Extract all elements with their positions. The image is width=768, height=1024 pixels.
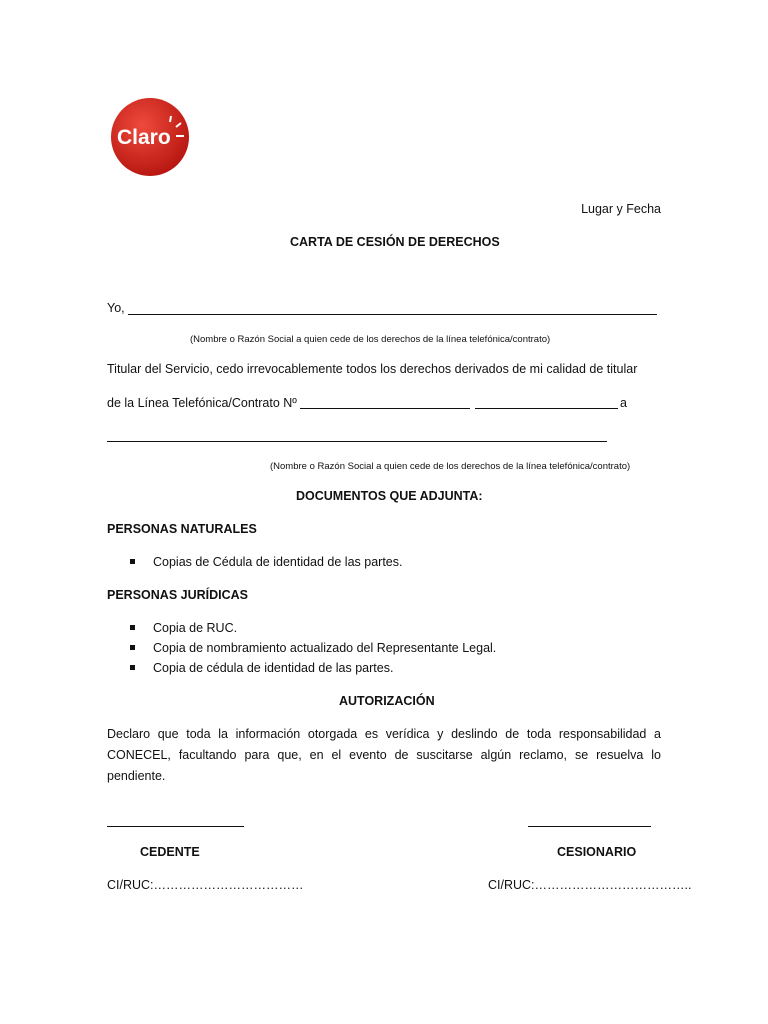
cedente-label: CEDENTE: [140, 845, 200, 859]
contract-number-line[interactable]: [300, 408, 470, 409]
legal-item: Copia de cédula de identidad de las partes.: [153, 661, 394, 675]
logo-text: Claro: [117, 126, 171, 149]
claro-logo: [110, 97, 190, 177]
legal-item: Copia de RUC.: [153, 621, 238, 635]
legal-persons-heading: PERSONAS JURÍDICAS: [107, 588, 248, 602]
bullet-icon: [130, 559, 135, 564]
place-date: Lugar y Fecha: [581, 202, 661, 216]
contract-number-line-2[interactable]: [475, 408, 618, 409]
assignee-blank-line[interactable]: [107, 441, 607, 442]
assignee-hint: (Nombre o Razón Social a quien cede de los derechos de la línea telefónica/contrato): [270, 461, 631, 472]
bullet-icon: [130, 625, 135, 630]
legal-item: Copia de nombramiento actualizado del Representante Legal.: [153, 641, 497, 655]
authorization-heading: AUTORIZACIÓN: [339, 694, 435, 708]
body-line-2-suffix: a: [620, 396, 627, 410]
body-line-2-prefix: de la Línea Telefónica/Contrato Nº: [107, 396, 297, 410]
natural-item: Copias de Cédula de identidad de las partes.: [153, 555, 403, 569]
cesionario-label: CESIONARIO: [557, 845, 637, 859]
documents-heading: DOCUMENTOS QUE ADJUNTA:: [296, 489, 483, 503]
bullet-icon: [130, 665, 135, 670]
yo-label: Yo,: [107, 301, 125, 315]
left-signature-line[interactable]: [107, 826, 244, 827]
right-signature-line[interactable]: [528, 826, 651, 827]
natural-persons-heading: PERSONAS NATURALES: [107, 522, 257, 536]
document-title: CARTA DE CESIÓN DE DERECHOS: [290, 235, 500, 249]
right-id-field[interactable]: CI/RUC:………………………………..: [488, 878, 692, 892]
bullet-icon: [130, 645, 135, 650]
authorization-text: Declaro que toda la información otorgada es verídica y deslindo de toda responsabilidad a CONECEL, facultando para que, en el evento de suscitarse algún reclamo, se resuelva lo pendiente.: [107, 727, 661, 783]
body-line-1: Titular del Servicio, cedo irrevocablemente todos los derechos derivados de mi calidad de titular: [107, 362, 638, 376]
left-id-field[interactable]: CI/RUC:………………………………: [107, 878, 304, 892]
name-blank-line[interactable]: [128, 314, 657, 315]
name-hint: (Nombre o Razón Social a quien cede de los derechos de la línea telefónica/contrato): [190, 334, 551, 345]
